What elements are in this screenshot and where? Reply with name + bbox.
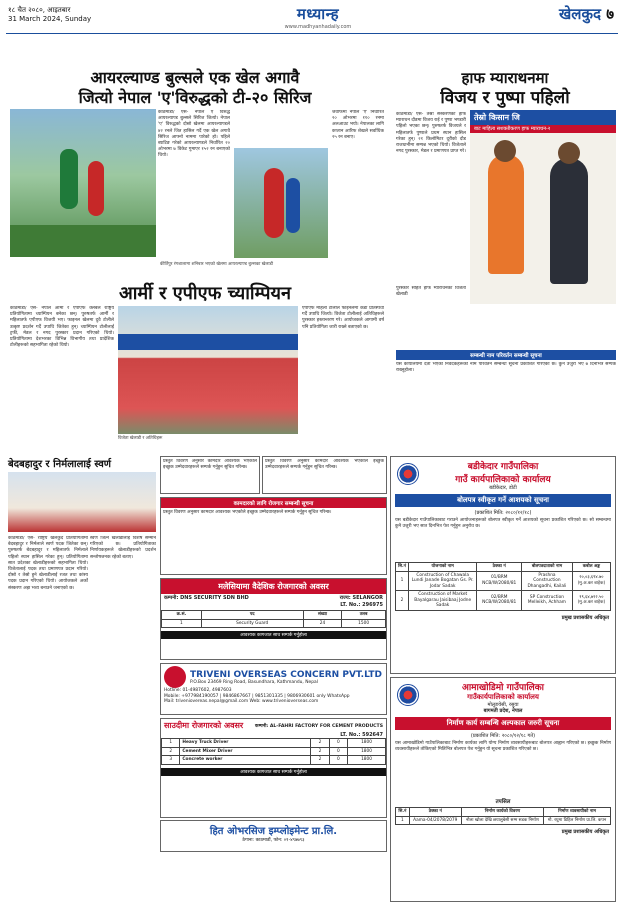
notice2-table: सि.नं ठेक्का नं निर्माण कार्यको विवरण निर्माण व्यवसायीको नाम 1 Aama-04/2078/2079 नौला खोला देखि छयालुबेसी सम्म सडक निर्माण मौ. रघुमा डिहिल निर्माण प्रा.लि. कपन	[395, 807, 611, 825]
story2-caption: पुरस्कार सहित हाफ म्याराथनका विजेता खेलाडी	[396, 286, 466, 298]
story1-caption: कीर्तिपुर रंगशालामा शनिबार भएको खेलमा आयरल्याण्ड बुल्सका खेलाडी	[160, 262, 273, 267]
story1-col2: जवाफमा नेपाल 'ए' निर्धारित २० ओभरमा ११० रनमा अलआउट भयो। नेपालका लागि कप्तान आरिफ शेखले सर्वाधिक २५ रन बनाए।	[332, 110, 384, 140]
story1-photo2	[234, 148, 328, 258]
story1-col1: काठमाडौं/ एस- नेपाल ए विरुद्ध आयरल्याण्ड बुल्सले सिरिज जित्यो। नेपाल 'ए' विरुद्धको दोस्रो खेलमा आयरल्याण्डले ४२ रनले जित हासिल गर्दै एक खेल अगावै सिरिज आफ्नो नाममा पारेको हो। पहिले ब्याटिङ गरेको आयरल्याण्डले निर्धारित २० ओभरमा ७ विकेट गुमाएर १५२ रन बनाएको थियो।	[158, 110, 230, 159]
story2-headline: हाफ म्याराथनमा विजय र पुष्पा पहिलो	[440, 69, 570, 108]
saudi-table: 1 Heavy Truck Driver 2 0 1800 2 Cement Mixer Driver 2 0 1800 3 Concrete worker 2 0 1800	[161, 738, 386, 765]
notice-badikedar: बडीकेदार गाउँपालिका गाउँ कार्यपालिकाको कार्यालय बडीकेदार, डोटी बोलपत्र स्वीकृत गर्ने आशयको सूचना (प्रकाशित मिति: २०८०/१२/१८) यस बडीकेदार गाउँपालिकाबाट गराउने आयोजनाहरूको बोलपत्र स्वीकृत गर्ने आशयको सूचना प्रकाशित गरिएको छ। सो सम्बन्धमा कुनै उजुरी भए सात दिनभित्र पेश गर्नुहुन अनुरोध छ। सि.नं योजनाको नाम ठेक्का नं बोलपत्रदाताको नाम कबोल अङ्क 1 Construction of Chawala Lundi Janade Bogatan Gs. Pr. Jodar Sadak 01/BRM NCB/W/2080/81 Prashna Construction Dhangadhi, Kailali २०,०३,६९४.७० (मु.अ.कर बाहेक) 2 Construction of Market Bayalgarau Jaisibaaj Jodne Sadak 02/BRM NCB/W/2080/81 SP Construction Melleikh, Achham १९,६४,७१२.५० (मु.अ.कर बाहेक) प्रमुख प्रशासकीय अधिकृत	[390, 456, 616, 674]
story3-headline: आर्मी र एपीएफ च्याम्पियन	[119, 283, 291, 304]
story3-caption: विजेता खेलाडी र अतिथिहरू	[118, 436, 163, 441]
story4-headline: बेदबहादुर र निर्मलालाई स्वर्ण	[8, 459, 112, 470]
notice1-band: बोलपत्र स्वीकृत गर्ने आशयको सूचना	[395, 494, 611, 507]
story3-photo	[118, 306, 298, 434]
small-notice: प्रस्तुत विवरण अनुसार कामदार आवश्यक भएकोले इच्छुक उम्मेदवारहरूले सम्पर्क गर्नुहुन सूचित गरिन्छ।	[160, 456, 260, 494]
notice1-table: सि.नं योजनाको नाम ठेक्का नं बोलपत्रदाताको नाम कबोल अङ्क 1 Construction of Chawala Lundi Janade Bogatan Gs. Pr. Jodar Sadak 01/BRM NCB/W/2080/81 Prashna Construction Dhangadhi, Kailali २०,०३,६९४.७० (मु.अ.कर बाहेक) 2 Construction of Market Bayalgarau Jaisibaaj Jodne Sadak 02/BRM NCB/W/2080/81 SP Construction Melleikh, Achham १९,६४,७१२.५० (मु.अ.कर बाहेक)	[395, 562, 611, 611]
story2-photo	[470, 110, 616, 304]
brand-url: www.madhyanhadaily.com	[284, 24, 352, 30]
story2-body: काठमाडौं/ एस- तेस्रो संस्करणको हाफ म्याराथन दौडमा विजय राई र पुष्पा भण्डारी पहिलो भएका छन्। पुरुषतर्फ विजयले र महिलातर्फ पुष्पाले प्रथम स्थान हासिल गरेका हुन्। २१ किलोमिटर दूरीको दौड राजधानीमा सम्पन्न भएको थियो। विजेताले नगद पुरस्कार, मेडल र प्रमाणपत्र प्राप्त गरे।	[396, 112, 466, 155]
small-notice-2: प्रस्तुत विवरण अनुसार कामदार आवश्यक भएकोले इच्छुक उम्मेदवारहरूले सम्पर्क गर्नुहुन सूचित गरिन्छ।	[262, 456, 387, 494]
story3-body: काठमाडौं/ एस- नेपाल आर्मी र एपीएफ क्लबले राष्ट्रिय प्रतियोगितामा च्याम्पियन बनेका छन्। पुरुषतर्फ आर्मी र महिलातर्फ एपीएफ विजयी भए। फाइनल खेलमा दुवै टोलीले उत्कृष्ट प्रदर्शन गर्दै उपाधि जितेका हुन्। च्याम्पियन टोलीलाई ट्रफी, मेडल र नगद पुरस्कार प्रदान गरिएको थियो। प्रतियोगितामा देशभरका विभिन्न विभागीय तथा प्रादेशिक टोलीहरूको सहभागिता रहेको थियो।	[10, 306, 114, 349]
masthead	[258, 4, 378, 30]
story4-body: काठमाडौं/ एस- राष्ट्रिय खेलकुद प्रतियोगितामा बेदबहादुर र निर्मलाले स्वर्ण पदक जितेका छन्। पुरुषतर्फ बेदबहादुर र महिलातर्फ निर्मलाले पहिलो स्थान हासिल गरेका हुन्। प्रतियोगितामा सात प्रदेशका खेलाडीहरूको सहभागिता थियो। विजेतालाई पदक तथा प्रमाणपत्र प्रदान गरियो। दोस्रो र तेस्रो हुने खेलाडीलाई रजत तथा कांस्य पदक प्रदान गरिएको थियो। आयोजकले अर्को संस्करण अझ भव्य बनाउने जनाएको छ।	[8, 536, 88, 591]
notice2-band: निर्माण कार्य सम्बन्धि अल्पकाल जरुरी सूचना	[395, 717, 611, 730]
nepal-emblem-icon	[397, 684, 419, 706]
employment-company: हित ओभरसिज इम्प्लोइमेन्ट प्रा.लि. ठेगाना: काठमाडौं, फोन: ०१-४९७७९३	[160, 820, 387, 852]
saudi-ad: साउदीमा रोजगारको अवसर कम्पनी: AL-FAHRI FACTORY FOR CEMENT PRODUCTS LT. No.: 592647 1 Heavy Truck Driver 2 0 1800 2 Cement Mixer Driver 2 0 1800 3 Concrete worker 2 0 1800 आवश्यक कागजात साथ सम्पर्क गर्नुहोला	[160, 718, 387, 818]
triveni-logo-icon	[164, 666, 186, 688]
section-label: खेलकुद ७	[559, 5, 614, 23]
story1-photo	[10, 109, 156, 257]
photo-banner: तेस्रो किसान जि	[470, 110, 616, 125]
issue-date: १८ चैत २०८०, आइतबार 31 March 2024, Sunday	[8, 6, 92, 23]
malaysia-title: मलेसियामा वैदेशिक रोजगारको अवसर	[161, 579, 386, 594]
header-rule	[6, 33, 618, 34]
malaysia-ad: मलेसियामा वैदेशिक रोजगारको अवसर कम्पनी: DNS SECURITY SDN BHD राज्य: SELANGOR LT. No.: 296975 क्र.सं. पद संख्या तलब 1 Security Guard 24 1500 आवश्यक कागजात साथ सम्पर्क गर्नुहोला	[160, 578, 387, 660]
photo-sub: बाट माहिला सशक्तीकरण हाफ म्याराथन-२	[470, 125, 616, 133]
nepal-emblem-icon	[397, 463, 419, 485]
story1-headline: आयरल्याण्ड बुल्सले एक खेल अगावै जित्यो नेपाल 'ए'विरुद्धको टी-२० सिरिज	[78, 68, 312, 107]
brand-logo: मध्यान्ह	[296, 5, 340, 23]
employment-notice: कामदारको लागि रोजगार सम्बन्धी सूचना प्रस्तुत विवरण अनुसार कामदार आवश्यक भएकोले इच्छुक उम्मेदवारहरूले सम्पर्क गर्नुहुन सूचित गरिन्छ।	[160, 497, 387, 575]
story4-photo	[8, 472, 156, 532]
notice-aamakhodimo: आमाखोडिमो गाउँपालिका गाउँकार्यपालिकाको कार्यालय मोलुङवेसी, रसुवा बागमती प्रदेश, नेपाल निर्माण कार्य सम्बन्धि अल्पकाल जरुरी सूचना (प्रकाशित मिति: २०८०/१२/१८ गते) यस आमाखोडिमो गाउँपालिकाबाट निर्माण कार्यका लागि योग्य निर्माण व्यवसायीहरूबाट बोलपत्र आह्वान गरिएको छ। इच्छुक निर्माण व्यवसायीहरूले तोकिएको मितिभित्र बोलपत्र पेश गर्नुहुन यो सूचना प्रकाशित गरिएको छ। तपसिल सि.नं ठेक्का नं निर्माण कार्यको विवरण निर्माण व्यवसायीको नाम 1 Aama-04/2078/2079 नौला खोला देखि छयालुबेसी सम्म सडक निर्माण मौ. रघुमा डिहिल निर्माण प्रा.लि. कपन प्रमुख प्रशासकीय अधिकृत	[390, 677, 616, 902]
malaysia-table: क्र.सं. पद संख्या तलब 1 Security Guard 24 1500	[161, 610, 386, 628]
notice-strip: सम्बन्धी नाम परिवर्तन सम्बन्धी सूचना यस कार्यालयमा दर्ता भएका निवेदकहरूको नाम परिवर्तन सम्बन्धी सूचना प्रकाशित गरिएको छ। कुनै उजुरी भए ७ दिनभित्र सम्पर्क राख्नुहोला।	[396, 350, 616, 434]
triveni-ad: TRIVENI OVERSEAS CONCERN PVT.LTD P.O.Box 23469 Ring Road, Basundhara, Kathmandu, Nepal Hotline: 01-4987602, 4987603 Mobile: +977984190057 | 9846867667 | 9851301335 | 9806930601 only WhatsApp Mail: triveniovereas.nepal@gmail.com Web: www.trivenioverseas.com	[160, 663, 387, 715]
story3-col-right: एपीएफ महिला टोलीले फाइनलमा कडा प्रतिस्पर्धा गर्दै उपाधि जित्यो। विजेता टोलीलाई अतिथिहरूले पुरस्कार हस्तान्तरण गरे। आयोजकले आगामी वर्ष पनि प्रतियोगिता जारी राख्ने बताएको छ।	[302, 306, 384, 330]
story4-mid: स्वर्ण जित्ने खेलाडीलाई विशेष सम्मान गरिएको छ। प्रतियोगिताका निर्णायकहरूले खेलाडीहरूको प्रदर्शन सन्तोषजनक रहेको बताए।	[90, 536, 156, 560]
